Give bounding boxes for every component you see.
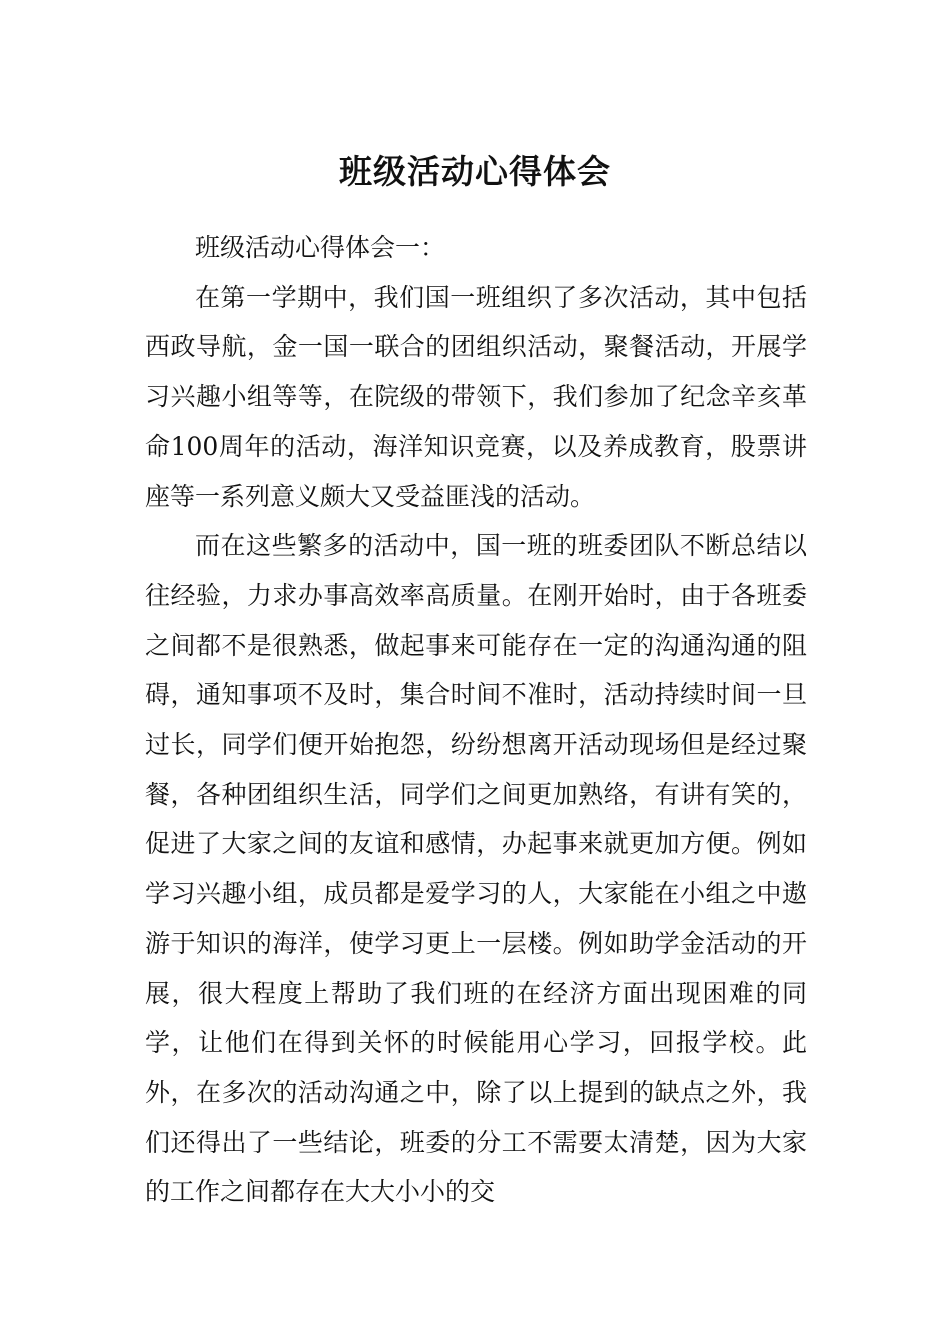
document-body xyxy=(145,223,807,1217)
paragraph-heading: 班级活动心得体会一： xyxy=(195,233,446,262)
document-title: 班级活动心得体会 xyxy=(339,152,611,192)
paragraph-1: 在第一学期中，我们国一班组织了多次活动，其中包括西政导航，金一国一联合的团组织活动，聚餐活动，开展学习兴趣小组等等，在院级的带领下，我们参加了纪念辛亥革命100周年的活动，海洋知识竞赛，以及养成教育，股票讲座等一系列意义颇大又受益匪浅的活动。 xyxy=(145,282,807,511)
paragraph-2: 而在这些繁多的活动中，国一班的班委团队不断总结以往经验，力求办事高效率高质量。在刚开始时，由于各班委之间都不是很熟悉，做起事来可能存在一定的沟通沟通的阻碍，通知事项不及时，集合时间不准时，活动持续时间一旦过长，同学们便开始抱怨，纷纷想离开活动现场但是经过聚餐，各种团组织生活，同学们之间更加熟络，有讲有笑的，促进了大家之间的友谊和感情，办起事来就更加方便。例如学习兴趣小组，成员都是爱学习的人，大家能在小组之中遨游于知识的海洋，使学习更上一层楼。例如助学金活动的开展，很大程度上帮助了我们班的在经济方面出现困难的同学，让他们在得到关怀的时候能用心学习，回报学校。此外，在多次的活动沟通之中，除了以上提到的缺点之外，我们还得出了一些结论，班委的分工不需要太清楚，因为大家的工作之间都存在大大小小的交 xyxy=(145,531,807,1207)
